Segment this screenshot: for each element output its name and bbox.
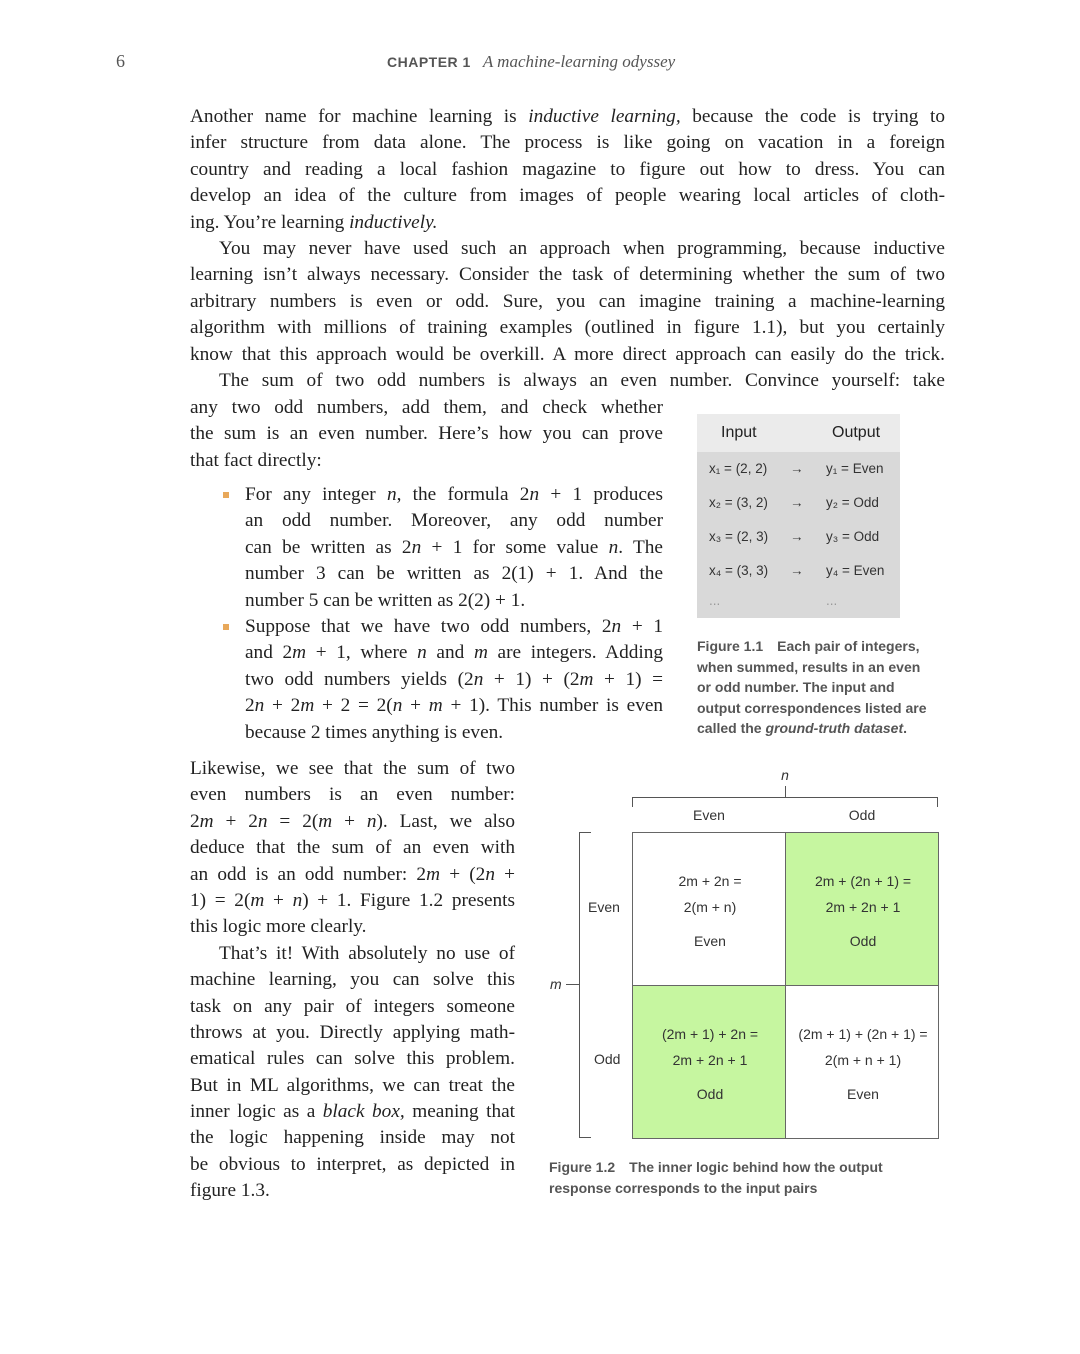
italic-text: n <box>473 668 484 690</box>
caption-period: . <box>903 720 908 737</box>
text-run: number 5 can be written as 2(2) + 1. <box>245 589 526 611</box>
text-run: But in ML algorithms, we can treat the <box>190 1074 515 1096</box>
cell-formula: 2(m + n + 1) <box>824 1052 902 1068</box>
row-header-even: Even <box>588 899 620 915</box>
row-input: x₄ = (3, 3) <box>709 563 769 578</box>
text-run: That’s it! With absolutely no use of <box>219 942 515 964</box>
italic-text: n <box>529 484 540 505</box>
row-arrow: → <box>790 529 804 544</box>
n-axis-label: n <box>781 767 789 783</box>
text-run: algorithm with millions of training examples (outlined in figure 1.1), but you certainly <box>190 317 945 339</box>
italic-text: n <box>386 484 397 505</box>
text-run: . The <box>618 536 663 558</box>
text-line <box>245 482 663 508</box>
row-output: ... <box>826 593 838 608</box>
text-run: learning isn’t always necessary. Consider the task of determining whether the sum of two <box>190 264 945 286</box>
text-run: You may never have used such an approach when programming, because inductive <box>219 237 945 259</box>
text-run: be obvious to interpret, as depicted in <box>190 1153 515 1175</box>
text-line <box>190 782 515 808</box>
italic-text: n <box>257 810 268 832</box>
cell-formula: 2m + 2n + 1 <box>672 1052 748 1068</box>
text-run: the sum is an even number. Here’s how you can prove <box>190 423 663 445</box>
text-run: + 1 <box>621 615 664 637</box>
text-run: = 2( <box>267 810 319 832</box>
caption-label: Figure 1.1 <box>697 638 764 654</box>
text-line <box>245 693 663 719</box>
grid-cell <box>785 832 939 986</box>
col-header-odd: Odd <box>848 807 876 823</box>
italic-text: n <box>411 536 422 558</box>
text-run: deduce that the sum of an even with <box>190 837 515 859</box>
text-run: + <box>402 695 429 717</box>
text-line <box>190 210 945 236</box>
text-run: 2 <box>190 810 200 832</box>
text-run: and 2 <box>245 642 293 664</box>
bullet-list <box>245 482 663 746</box>
text-run: country and reading a local fashion magazine to figure out how to dress. You can <box>190 158 945 180</box>
text-run: any two odd numbers, add them, and check whether <box>190 397 663 418</box>
text-line <box>190 1046 515 1072</box>
caption-line: Each pair of integers, <box>777 638 920 654</box>
page-number: 6 <box>116 51 125 71</box>
text-run: ). Last, we also <box>376 810 516 832</box>
bullet-item <box>245 482 663 614</box>
text-run: the logic happening inside may not <box>190 1127 515 1149</box>
cell-result: Even <box>847 1086 879 1102</box>
italic-text: m <box>318 810 333 832</box>
text-run: because 2 times anything is even. <box>245 721 504 743</box>
m-bracket-stem <box>566 984 579 985</box>
text-line <box>190 289 945 315</box>
n-bracket <box>632 797 938 807</box>
text-run: + 1, where <box>306 642 418 664</box>
m-axis-label: m <box>550 976 562 992</box>
cell-formula: (2m + 1) + (2n + 1) = <box>798 1026 928 1042</box>
grid-cell <box>785 985 939 1139</box>
text-line <box>245 614 663 640</box>
text-line <box>190 236 945 262</box>
italic-text: m <box>428 695 443 717</box>
figure-1-1-caption <box>697 636 927 739</box>
italic-text: m <box>292 642 307 664</box>
text-run: this logic more clearly. <box>190 916 367 938</box>
text-line <box>190 862 515 888</box>
bullet-square-icon <box>223 492 229 498</box>
text-line <box>190 1152 515 1178</box>
text-run: an odd number. Moreover, any odd number <box>245 510 663 532</box>
row-output: y₄ = Even <box>826 563 885 578</box>
italic-text: m <box>426 863 441 885</box>
text-line <box>190 342 945 368</box>
body-text-mid <box>190 395 663 474</box>
text-run: are integers. Adding <box>487 642 664 664</box>
text-line <box>190 421 663 447</box>
text-line <box>190 809 515 835</box>
chapter-label: CHAPTER 1 <box>387 54 471 70</box>
text-line <box>190 1020 515 1046</box>
text-run: can be written as 2 <box>245 536 412 558</box>
italic-text: m <box>250 889 265 911</box>
italic-text: n <box>611 615 622 637</box>
italic-text: n <box>485 863 495 885</box>
text-line <box>190 1178 515 1204</box>
italic-text: inductively. <box>349 211 438 233</box>
italic-text: n <box>417 642 427 664</box>
text-line <box>245 720 663 746</box>
text-line <box>190 262 945 288</box>
text-run: throws at you. Directly applying math- <box>190 1021 515 1043</box>
italic-text: n <box>392 695 403 717</box>
cell-formula: 2m + 2n + 1 <box>825 899 901 915</box>
cell-result: Odd <box>696 1086 724 1102</box>
text-run: machine learning, you can solve this <box>190 969 515 991</box>
text-run: + <box>494 863 516 885</box>
text-line <box>190 315 945 341</box>
caption-line: The inner logic behind how the output <box>629 1159 883 1175</box>
text-run: + 2 <box>213 810 258 832</box>
italic-text: n <box>366 810 377 832</box>
figure-1-2-caption <box>549 1157 883 1198</box>
row-header-odd: Odd <box>594 1051 621 1067</box>
text-run: Suppose that we have two odd numbers, 2 <box>245 615 612 637</box>
text-line <box>190 157 945 183</box>
text-run: + 1 for some value <box>421 536 609 558</box>
text-line <box>190 967 515 993</box>
text-run: an odd is an odd number: 2 <box>190 863 427 885</box>
text-run: meaning that <box>404 1101 516 1123</box>
caption-line: or odd number. The input and <box>697 679 895 696</box>
cell-formula: 2m + 2n = <box>678 873 742 889</box>
text-line <box>190 104 945 130</box>
text-run: and <box>426 642 474 664</box>
caption-line: called the <box>697 720 766 737</box>
text-line <box>190 448 663 474</box>
header-output: Output <box>832 424 881 441</box>
text-run: For any integer <box>245 484 387 505</box>
text-line <box>190 183 945 209</box>
text-line <box>245 508 663 534</box>
text-line <box>190 130 945 156</box>
text-run: task on any pair of integers someone <box>190 995 515 1017</box>
text-run: ematical rules can solve this problem. <box>190 1048 515 1070</box>
text-line <box>190 1099 515 1125</box>
cell-formula: (2m + 1) + 2n = <box>661 1026 759 1042</box>
text-line <box>190 1073 515 1099</box>
text-run: number 3 can be written as 2(1) + 1. And the <box>245 563 663 585</box>
header-input: Input <box>721 424 757 441</box>
text-run: + <box>332 810 367 832</box>
col-header-even: Even <box>693 807 725 823</box>
body-text-top <box>190 104 945 394</box>
text-line <box>190 835 515 861</box>
text-line <box>190 395 663 421</box>
caption-term: ground-truth dataset <box>765 720 904 737</box>
italic-text: black box, <box>322 1101 405 1123</box>
text-line <box>245 640 663 666</box>
text-run: ) + 1. Figure 1.2 presents <box>302 889 516 911</box>
row-output: y₂ = Odd <box>826 495 879 510</box>
text-line <box>190 1125 515 1151</box>
row-input: ... <box>709 593 721 608</box>
cell-formula: 2m + (2n + 1) = <box>814 873 912 889</box>
text-run: develop an idea of the culture from images of people wearing local articles of cloth- <box>190 185 945 207</box>
grid-cell <box>632 832 786 986</box>
italic-text: m <box>579 668 594 690</box>
caption-line: output correspondences listed are <box>697 699 927 716</box>
italic-text: m <box>300 695 315 717</box>
n-bracket-stem <box>785 786 786 798</box>
cell-result: Even <box>694 933 726 949</box>
body-text-bottom <box>190 756 515 1205</box>
italic-text: m <box>473 642 488 664</box>
text-run: The sum of two odd numbers is always an even number. Convince yourself: take <box>219 369 945 391</box>
text-run: Another name for machine learning is <box>190 106 529 127</box>
text-run: even numbers is an even number: <box>190 784 515 806</box>
row-output: y₃ = Odd <box>826 529 880 544</box>
text-run: 2 <box>245 695 255 717</box>
row-arrow: → <box>790 495 804 510</box>
text-run: figure 1.3. <box>190 1180 270 1202</box>
text-line <box>190 994 515 1020</box>
row-arrow: → <box>790 563 804 578</box>
figure-1-1-table <box>697 414 900 618</box>
row-input: x₁ = (2, 2) <box>709 461 768 476</box>
row-input: x₃ = (2, 3) <box>709 529 769 544</box>
caption-label: Figure 1.2 <box>549 1159 616 1175</box>
cell-result: Odd <box>849 933 877 949</box>
text-run: + 2 <box>264 695 301 717</box>
text-line <box>245 535 663 561</box>
text-run: Likewise, we see that the sum of two <box>190 758 515 779</box>
caption-line: when summed, results in an even <box>697 658 921 675</box>
text-line <box>245 588 663 614</box>
text-run: , the formula 2 <box>396 484 530 505</box>
row-output: y₁ = Even <box>826 461 884 476</box>
text-line <box>190 888 515 914</box>
row-arrow: → <box>790 461 804 476</box>
text-run: ing. You’re learning <box>190 211 350 233</box>
text-run: + 1 produces <box>539 484 663 505</box>
italic-text: n <box>254 695 265 717</box>
text-run: + 2 = 2( <box>314 695 393 717</box>
text-run: + 1) = <box>593 668 663 690</box>
text-line <box>190 756 515 782</box>
italic-text: inductive learning, <box>528 106 681 127</box>
text-line <box>245 561 663 587</box>
cell-formula: 2(m + n) <box>683 899 737 915</box>
text-run: arbitrary numbers is even or odd. Sure, you can imagine training a machine-learning <box>190 290 945 312</box>
bullet-square-icon <box>223 624 229 630</box>
text-line <box>190 914 515 940</box>
text-line <box>245 667 663 693</box>
caption-line: response corresponds to the input pairs <box>549 1179 818 1196</box>
text-run: + (2 <box>440 863 486 885</box>
running-header <box>387 52 675 72</box>
text-run: two odd numbers yields (2 <box>245 668 474 690</box>
m-bracket <box>579 832 591 1138</box>
text-run: know that this approach would be overkill. A more direct approach can easily do the trick. <box>190 343 945 365</box>
text-line <box>190 941 515 967</box>
bullet-item <box>245 614 663 746</box>
italic-text: m <box>199 810 214 832</box>
text-run: + 1) + (2 <box>483 668 580 690</box>
text-run: because the code is trying to <box>680 106 945 127</box>
text-run: infer structure from data alone. The process is like going on vacation in a foreign <box>190 132 945 154</box>
text-line <box>190 368 945 394</box>
italic-text: n <box>292 889 303 911</box>
text-run: 1) = 2( <box>190 889 251 911</box>
row-input: x₂ = (3, 2) <box>709 495 768 510</box>
text-run: + <box>264 889 293 911</box>
text-run: that fact directly: <box>190 449 322 471</box>
text-run: + 1). This number is even <box>442 695 664 717</box>
chapter-title: A machine-learning odyssey <box>482 52 676 71</box>
grid-cell <box>632 985 786 1139</box>
text-run: inner logic as a <box>190 1101 323 1123</box>
italic-text: n <box>608 536 619 558</box>
